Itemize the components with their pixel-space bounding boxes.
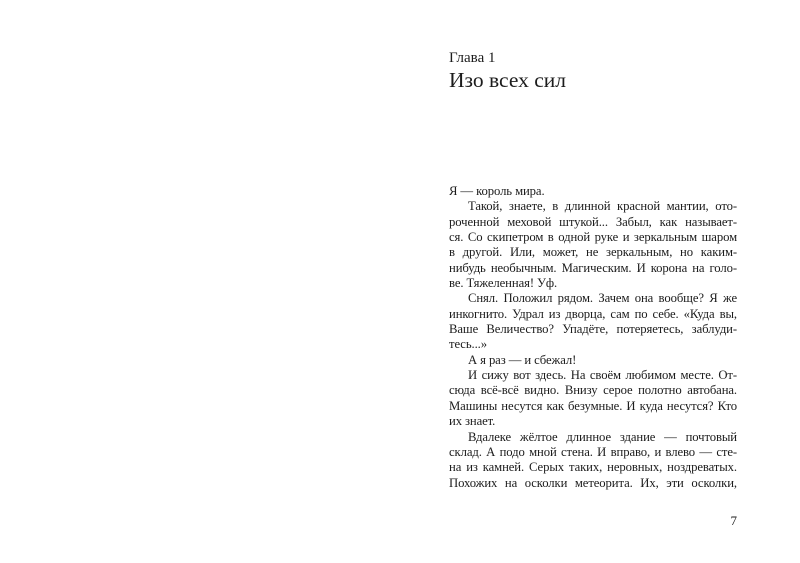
text-line: тесь...» [449,337,487,352]
chapter-label: Глава 1 [449,50,496,66]
page-number: 7 [730,513,737,528]
text-line: инкогнито. Удрал из дворца, сам по себе. «Куда вы, [449,306,737,321]
text-line: ве. Тяжеленная! Уф. [449,276,558,291]
text-line: И сижу вот здесь. На своём любимом месте. От- [468,368,737,383]
text-line: Вдалеке жёлтое длинное здание — почтовый [468,429,737,444]
text-line: их знает. [449,414,496,429]
text-line: Снял. Положил рядом. Зачем она вообще? Я же [468,291,737,306]
text-line: роченной меховой штукой... Забыл, как называет- [449,214,737,229]
text-line: сюда всё-всё видно. Внизу серое полотно автобана. [449,383,737,398]
text-line: А я раз — и сбежал! [468,352,577,367]
text-line: склад. А подо мной стена. И вправо, и влево — сте- [449,444,737,459]
text-line: Ваше Величество? Упадёте, потеряетесь, заблуди- [449,322,737,337]
text-line: ся. Со скипетром в одной руке и зеркальным шаром [449,230,737,245]
chapter-title: Изо всех сил [449,68,567,92]
text-line: Я — король мира. [449,184,545,198]
chapter-heading [449,50,737,93]
text-line: Такой, знаете, в длинной красной мантии, ото- [468,199,737,214]
text-line: Машины несутся как безумные. И куда несутся? Кто [449,398,737,413]
body-text [449,184,737,491]
text-line: нибудь необычным. Магическим. И корона на голо- [449,260,737,275]
text-line: на из камней. Серых таких, неровных, ноздреватых. [449,460,737,475]
text-line: в другой. Или, может, не зеркальным, но каким- [449,245,737,260]
text-line: Похожих на осколки метеорита. Их, эти осколки, [449,475,737,490]
